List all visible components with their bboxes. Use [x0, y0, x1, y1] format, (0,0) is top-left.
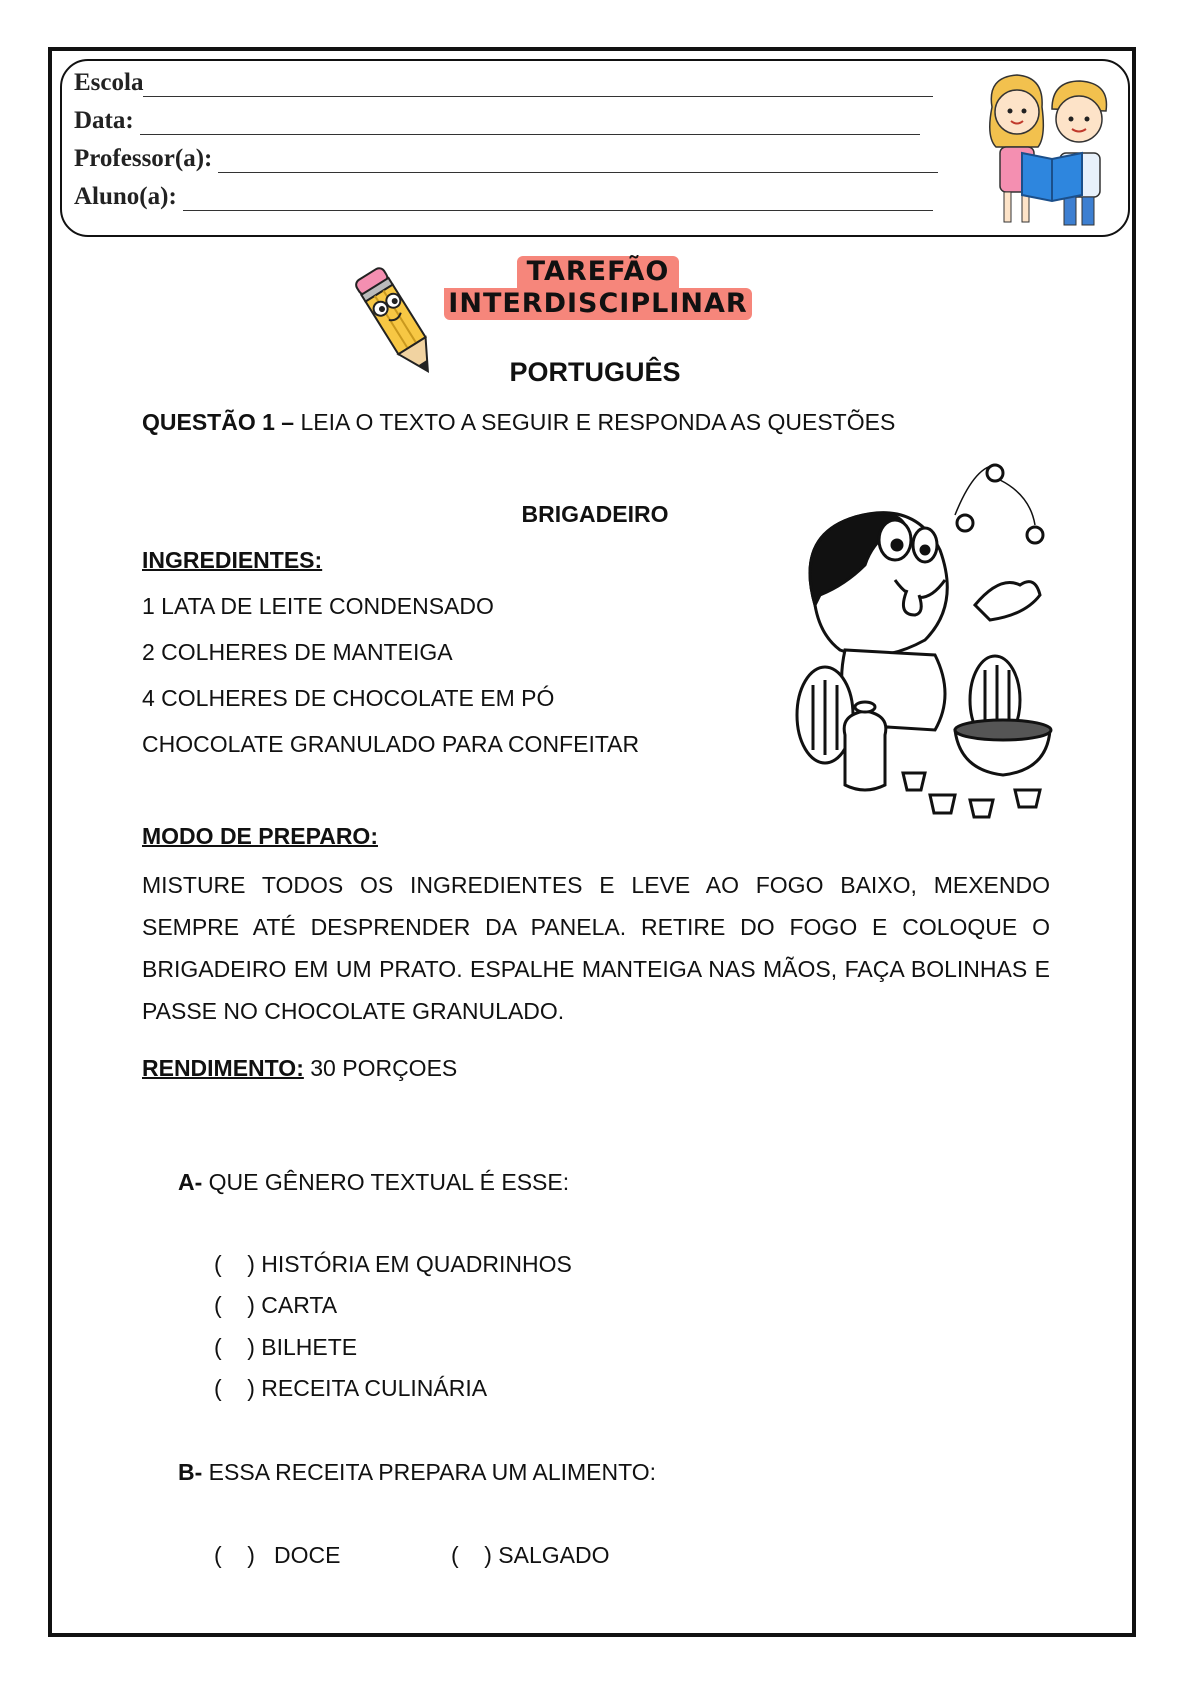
item-a-option-letter[interactable]: ( ) CARTA — [214, 1292, 338, 1318]
title-line-2: INTERDISCIPLINAR — [444, 288, 751, 320]
header-box — [60, 59, 1130, 237]
question-1-instruction — [142, 408, 895, 436]
ingredient-item: CHOCOLATE GRANULADO PARA CONFEITAR — [142, 731, 640, 757]
kids-reading-illustration — [972, 67, 1122, 237]
yield-heading: RENDIMENTO: — [142, 1055, 304, 1081]
teacher-field[interactable] — [218, 150, 938, 173]
student-line — [74, 183, 933, 211]
item-b-question — [178, 1458, 656, 1486]
item-a-question — [178, 1168, 569, 1196]
ingredient-item: 4 COLHERES DE CHOCOLATE EM PÓ — [142, 685, 555, 711]
item-a-text: QUE GÊNERO TEXTUAL É ESSE: — [208, 1169, 570, 1195]
teacher-label: Professor(a): — [74, 145, 213, 172]
school-line — [74, 69, 933, 97]
item-a-label: A- — [178, 1169, 203, 1195]
teacher-line — [74, 145, 938, 173]
item-b-label: B- — [178, 1459, 203, 1485]
worksheet-title — [430, 256, 766, 320]
preparation-heading: MODO DE PREPARO: — [142, 823, 378, 849]
item-a-option-comics[interactable]: ( ) HISTÓRIA EM QUADRINHOS — [214, 1251, 572, 1277]
preparation-text: MISTURE TODOS OS INGREDIENTES E LEVE AO FOGO BAIXO, MEXENDO SEMPRE ATÉ DESPRENDER DA PANELA. RETIRE DO FOGO E COLOQUE O BRIGADEIRO EM UM PRATO. ESPALHE MANTEIGA NAS MÃOS, FAÇA BOLINHAS E PASSE NO CHOCOLATE GRANULADO. — [142, 872, 1050, 1024]
question-1-text: LEIA O TEXTO A SEGUIR E RESPONDA AS QUESTÕES — [300, 409, 896, 435]
item-a-option-recipe[interactable]: ( ) RECEITA CULINÁRIA — [214, 1375, 488, 1401]
student-label: Aluno(a): — [74, 183, 177, 210]
date-line — [74, 107, 920, 135]
recipe-title: BRIGADEIRO — [521, 501, 669, 527]
ingredient-item: 2 COLHERES DE MANTEIGA — [142, 639, 453, 665]
yield-line — [142, 1054, 457, 1082]
subject-heading: PORTUGUÊS — [509, 357, 681, 387]
school-field[interactable] — [143, 74, 933, 97]
yield-value: 30 PORÇOES — [310, 1055, 458, 1081]
title-line-1: TAREFÃO — [517, 256, 680, 288]
school-label: Escola — [74, 69, 144, 96]
item-a-option-note[interactable]: ( ) BILHETE — [214, 1334, 358, 1360]
item-b-option-savory[interactable]: ( ) SALGADO — [451, 1542, 610, 1568]
ingredient-item: 1 LATA DE LEITE CONDENSADO — [142, 593, 494, 619]
item-b-option-sweet[interactable]: ( ) DOCE — [214, 1542, 341, 1568]
student-field[interactable] — [183, 188, 933, 211]
date-label: Data: — [74, 107, 134, 134]
date-field[interactable] — [140, 112, 920, 135]
child-eating-brigadeiro-illustration — [785, 455, 1075, 835]
question-1-label: QUESTÃO 1 – — [142, 409, 295, 435]
item-b-text: ESSA RECEITA PREPARA UM ALIMENTO: — [208, 1459, 657, 1485]
ingredients-heading: INGREDIENTES: — [142, 547, 323, 573]
